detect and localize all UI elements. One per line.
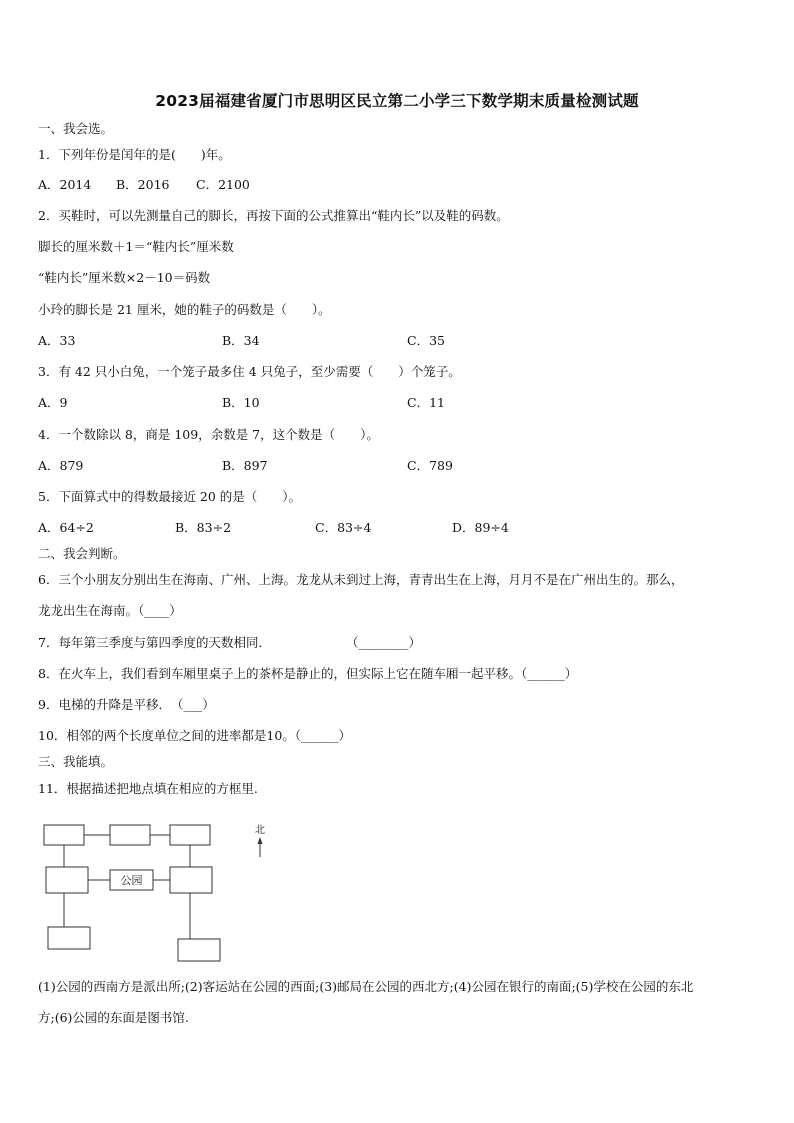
box-north xyxy=(110,825,150,845)
question-10-text: 10．相邻的两个长度单位之间的进率都是10。（______） xyxy=(38,728,352,743)
question-3-option-b: B．10 xyxy=(222,395,260,410)
box-northwest xyxy=(44,825,84,845)
section-heading-3: 三、我能填。 xyxy=(38,754,114,769)
question-1-text: 1．下列年份是闰年的是( )年。 xyxy=(38,147,231,162)
question-1-option-b: B．2016 xyxy=(116,177,170,192)
north-label: 北 xyxy=(255,825,265,836)
question-3-text: 3．有 42 只小白兔，一个笼子最多住 4 只兔子，至少需要（ ）个笼子。 xyxy=(38,364,461,379)
question-9-text: 9．电梯的升降是平移． （___） xyxy=(38,697,215,712)
question-6-line-2: 龙龙出生在海南。（____） xyxy=(38,603,182,618)
question-4-option-b: B．897 xyxy=(222,458,268,473)
question-2-option-c: C．35 xyxy=(407,333,445,348)
map-diagram xyxy=(38,815,298,965)
box-southwest xyxy=(48,927,90,949)
section-heading-2: 二、我会判断。 xyxy=(38,546,126,561)
question-1-option-a: A．2014 xyxy=(38,177,92,192)
question-2-text: 2．买鞋时，可以先测量自己的脚长，再按下面的公式推算出“鞋内长”以及鞋的码数。 xyxy=(38,208,509,223)
box-east xyxy=(170,867,212,893)
question-3-option-c: C．11 xyxy=(407,395,445,410)
question-6-line-1: 6．三个小朋友分别出生在海南、广州、上海。龙龙从未到过上海，青青出生在上海，月月不是在广州出生的。那么， xyxy=(38,572,684,587)
question-2-formula-1: 脚长的厘米数＋1＝“鞋内长”厘米数 xyxy=(38,239,234,254)
park-label: 公园 xyxy=(120,874,143,887)
page-title: 2023届福建省厦门市思明区民立第二小学三下数学期末质量检测试题 xyxy=(155,92,639,110)
question-1-option-c: C．2100 xyxy=(196,177,250,192)
question-11-description-1: (1)公园的西南方是派出所;(2)客运站在公园的西面;(3)邮局在公园的西北方;(4)公园在银行的南面;(5)学校在公园的东北 xyxy=(38,979,694,994)
question-5-option-a: A．64÷2 xyxy=(38,520,94,535)
question-4-option-c: C．789 xyxy=(407,458,453,473)
box-southeast xyxy=(178,939,220,961)
question-5-option-b: B．83÷2 xyxy=(175,520,232,535)
question-5-option-c: C．83÷4 xyxy=(315,520,372,535)
box-northeast xyxy=(170,825,210,845)
question-2-option-a: A．33 xyxy=(38,333,76,348)
question-11-description-2: 方;(6)公园的东面是图书馆. xyxy=(38,1010,189,1025)
question-2-question: 小玲的脚长是 21 厘米，她的鞋子的码数是（ ）。 xyxy=(38,302,331,317)
question-2-option-b: B．34 xyxy=(222,333,260,348)
north-arrow-icon xyxy=(258,837,263,844)
question-7-text: 7．每年第三季度与第四季度的天数相同． （________） xyxy=(38,635,421,650)
question-2-formula-2: “鞋内长”厘米数×2－10＝码数 xyxy=(38,270,211,285)
question-3-option-a: A．9 xyxy=(38,395,68,410)
box-west xyxy=(46,867,88,893)
question-4-option-a: A．879 xyxy=(38,458,84,473)
section-heading-1: 一、我会选。 xyxy=(38,121,114,136)
question-8-text: 8．在火车上，我们看到车厢里桌子上的茶杯是静止的，但实际上它在随车厢一起平移。（______） xyxy=(38,666,578,681)
question-4-text: 4．一个数除以 8，商是 109，余数是 7，这个数是（ ）。 xyxy=(38,427,379,442)
question-5-option-d: D．89÷4 xyxy=(452,520,509,535)
question-5-text: 5．下面算式中的得数最接近 20 的是（ ）。 xyxy=(38,489,302,504)
question-11-text: 11．根据描述把地点填在相应的方框里. xyxy=(38,781,258,796)
